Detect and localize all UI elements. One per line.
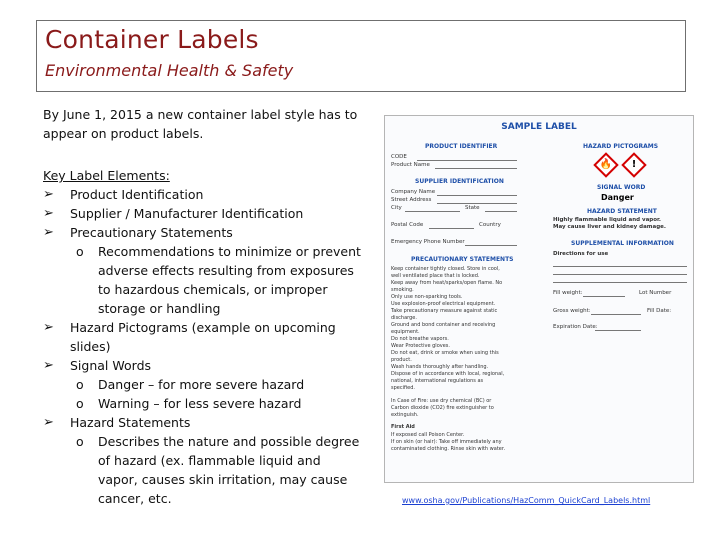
sub-list-item: o Describes the nature and possible degree of hazard (ex. flammable liquid and vapor, causes skin irritation, may cause cancer, etc. <box>76 434 360 506</box>
field-line <box>591 314 641 315</box>
field-line <box>465 245 517 246</box>
field-line <box>437 195 517 196</box>
expiration-date-label: Expiration Date: <box>553 324 598 330</box>
field-line <box>553 274 687 275</box>
precautionary-statements-heading: PRECAUTIONARY STATEMENTS <box>411 256 514 263</box>
arrow-bullet-icon: ➢ <box>43 415 54 430</box>
field-line <box>485 211 517 212</box>
circle-bullet-icon: o <box>76 377 84 392</box>
gross-weight-label: Gross weight: <box>553 308 591 314</box>
list-item: ➢ Supplier / Manufacturer Identification <box>43 206 304 221</box>
hazard-statement-text: Highly flammable liquid and vapor. May cause liver and kidney damage. <box>553 217 666 230</box>
field-line <box>417 160 517 161</box>
list-item: ➢ Hazard Pictograms (example on upcoming slides) <box>43 320 336 354</box>
flame-icon: 🔥 <box>593 152 618 177</box>
circle-bullet-icon: o <box>76 396 84 411</box>
state-label: State <box>465 205 480 211</box>
fill-weight-label: Fill weight: <box>553 290 583 296</box>
first-aid-text: If exposed call Poison Center. If on skin (or hair): Take off immediately any contaminated clothing. Rinse skin with water. <box>391 432 506 452</box>
arrow-bullet-icon: ➢ <box>43 187 54 202</box>
source-link[interactable]: www.osha.gov/Publications/HazComm_QuickCard_Labels.html <box>402 496 651 505</box>
title-box <box>36 20 686 92</box>
list-item: ➢ Signal Words <box>43 358 152 373</box>
field-line <box>553 266 687 267</box>
signal-word-heading: SIGNAL WORD <box>597 184 646 191</box>
key-elements-heading: Key Label Elements: <box>43 168 170 183</box>
page-title: Container Labels <box>45 25 259 54</box>
field-line <box>405 211 460 212</box>
product-name-label: Product Name <box>391 162 430 168</box>
field-line <box>583 296 625 297</box>
code-label: CODE <box>391 154 407 160</box>
fire-text: In Case of Fire: use dry chemical (BC) or Carbon dioxide (CO2) fire extinguisher to extinguish. <box>391 398 494 418</box>
intro-paragraph: By June 1, 2015 a new container label style has to appear on product labels. <box>43 107 358 141</box>
supplier-identification-heading: SUPPLIER IDENTIFICATION <box>415 178 504 185</box>
sample-label-image <box>384 115 694 483</box>
arrow-bullet-icon: ➢ <box>43 206 54 221</box>
sample-label-title: SAMPLE LABEL <box>501 122 577 132</box>
hazard-statement-heading: HAZARD STATEMENT <box>587 208 657 215</box>
company-name-label: Company Name <box>391 189 436 195</box>
street-address-label: Street Address <box>391 197 432 203</box>
precautionary-text: Keep container tightly closed. Store in cool, well ventilated place that is locked. Keep away from heat/sparks/open flame. No smoking. Only use non-sparking tools. Use explosion-proof electrical equipment. Take precautionary measure against static discharge. Ground and bond container and receiving equipment. Do not breathe vapors. Wear Protective gloves. Do not eat, drink or smoke when using this product. Wash hands thoroughly after handling. Dispose of in accordance with local, regional, national, international regulations as specified. <box>391 266 505 391</box>
signal-word: Danger <box>601 193 634 202</box>
list-item: ➢ Hazard Statements <box>43 415 191 430</box>
lot-number-label: Lot Number <box>639 290 672 296</box>
country-label: Country <box>479 222 501 228</box>
key-elements-list <box>43 166 363 508</box>
fill-date-label: Fill Date: <box>647 308 672 314</box>
supplemental-information-heading: SUPPLEMENTAL INFORMATION <box>571 240 674 247</box>
arrow-bullet-icon: ➢ <box>43 358 54 373</box>
sub-list-item: o Recommendations to minimize or prevent adverse effects resulting from exposures to hazardous chemicals, or improper storage or handling <box>76 244 361 316</box>
arrow-bullet-icon: ➢ <box>43 225 54 240</box>
exclamation-icon: ! <box>621 152 646 177</box>
field-line <box>437 203 517 204</box>
list-item: ➢ Precautionary Statements <box>43 225 233 240</box>
sub-list-item: o Danger – for more severe hazard <box>76 377 305 392</box>
emergency-phone-label: Emergency Phone Number <box>391 239 465 245</box>
field-line <box>435 168 517 169</box>
city-label: City <box>391 205 402 211</box>
product-identifier-heading: PRODUCT IDENTIFIER <box>425 143 498 150</box>
sub-list-item: o Warning – for less severe hazard <box>76 396 302 411</box>
directions-label: Directions for use <box>553 251 609 257</box>
field-line <box>429 228 474 229</box>
field-line <box>595 330 641 331</box>
arrow-bullet-icon: ➢ <box>43 320 54 335</box>
page-subtitle: Environmental Health & Safety <box>45 61 294 80</box>
circle-bullet-icon: o <box>76 434 84 449</box>
first-aid-heading: First Aid <box>391 424 415 430</box>
postal-code-label: Postal Code <box>391 222 424 228</box>
list-item: ➢ Product Identification <box>43 187 204 202</box>
circle-bullet-icon: o <box>76 244 84 259</box>
hazard-pictograms-heading: HAZARD PICTOGRAMS <box>583 143 659 150</box>
field-line <box>553 282 687 283</box>
